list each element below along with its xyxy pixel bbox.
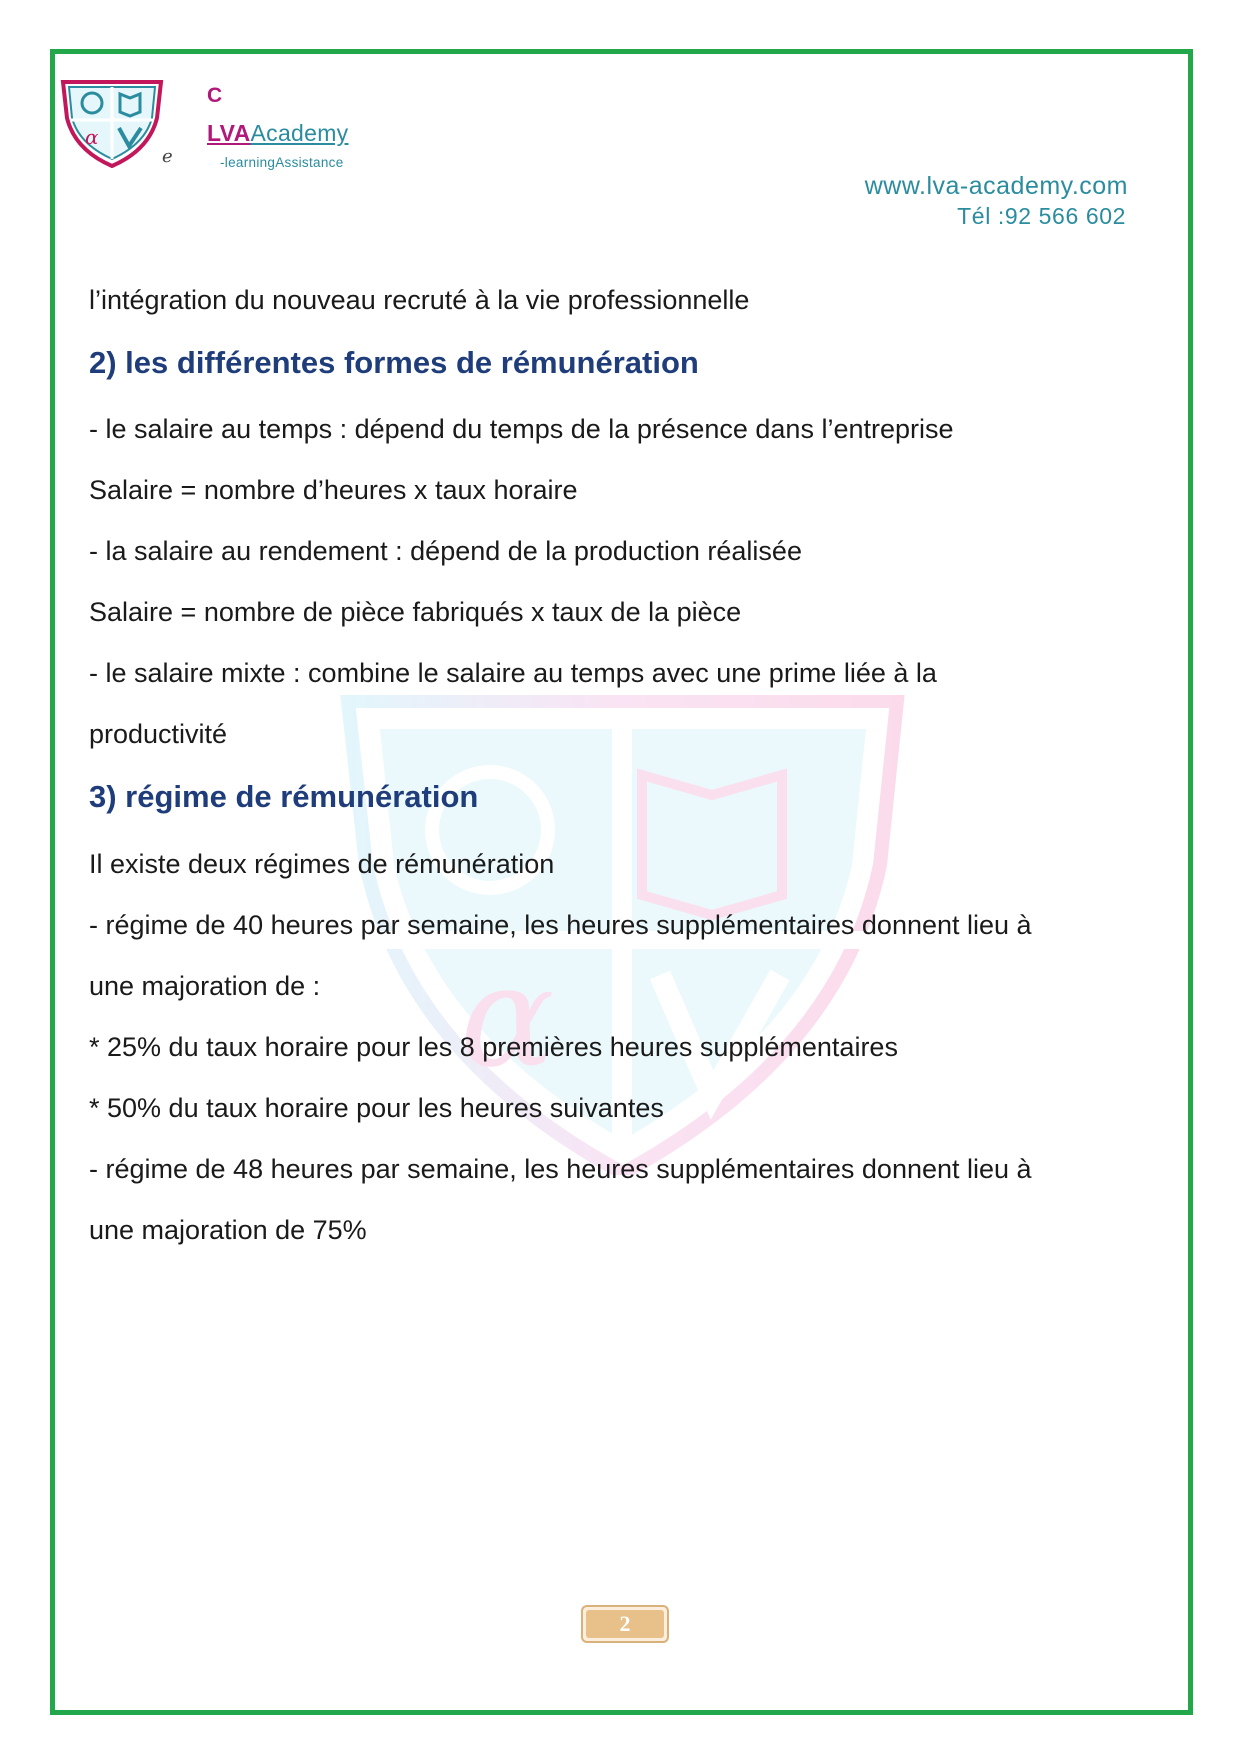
text-line: une majoration de 75% — [89, 1215, 367, 1245]
phone-text: Tél :92 566 602 — [957, 203, 1126, 229]
text-line: Il existe deux régimes de rémunération — [89, 849, 555, 879]
lva-academy-logo — [57, 78, 167, 168]
text-line: * 25% du taux horaire pour les 8 premières heures supplémentaires — [89, 1032, 898, 1062]
svg-text:α: α — [85, 125, 99, 149]
text-line: une majoration de : — [89, 971, 321, 1001]
brand-academy: Academy — [250, 120, 349, 146]
brand-letter-c: C — [207, 84, 223, 107]
text-line: - régime de 40 heures par semaine, les heures supplémentaires donnent lieu à — [89, 910, 1032, 940]
website-text: www.lva-academy.com — [864, 172, 1128, 200]
text-line: - le salaire mixte : combine le salaire au temps avec une prime liée à la — [89, 658, 937, 688]
page-number-badge — [581, 1605, 669, 1643]
page-number: 2 — [586, 1610, 664, 1638]
brand-lva: LVA — [207, 120, 251, 146]
brand-e: e — [162, 146, 173, 167]
section-heading-3: 3) régime de rémunération — [89, 779, 479, 814]
brand-tagline: -learningAssistance — [220, 155, 344, 170]
text-line: - régime de 48 heures par semaine, les heures supplémentaires donnent lieu à — [89, 1154, 1032, 1184]
text-line: Salaire = nombre d’heures x taux horaire — [89, 475, 578, 505]
text-line: - la salaire au rendement : dépend de la production réalisée — [89, 536, 802, 566]
text-line: * 50% du taux horaire pour les heures suivantes — [89, 1093, 664, 1123]
text-line: - le salaire au temps : dépend du temps de la présence dans l’entreprise — [89, 414, 954, 444]
brand-name — [207, 120, 348, 147]
svg-text:α: α — [460, 936, 555, 1099]
text-line: productivité — [89, 719, 228, 749]
section-heading-2: 2) les différentes formes de rémunération — [89, 345, 699, 380]
text-line: l’intégration du nouveau recruté à la vie professionnelle — [89, 285, 750, 315]
text-line: Salaire = nombre de pièce fabriqués x taux de la pièce — [89, 597, 742, 627]
